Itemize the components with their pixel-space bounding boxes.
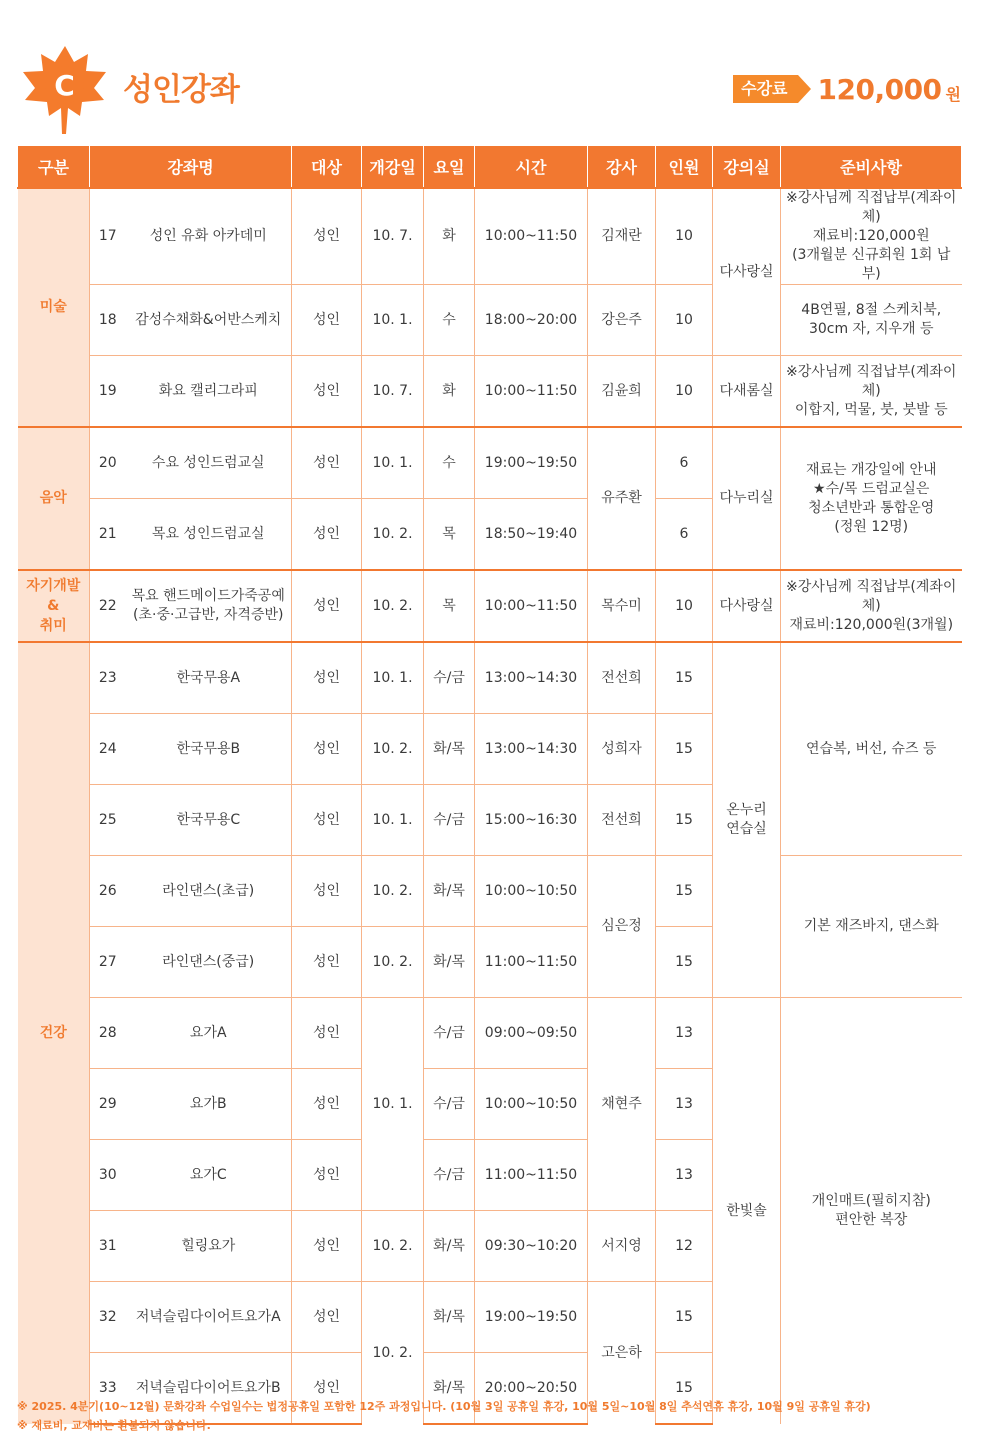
preparation-cell: 재료는 개강일에 안내 ★수/목 드럼교실은 청소년반과 통합운영 (정원 12명) [781,427,962,570]
room-cell: 다누리실 [713,427,781,570]
table-row [18,427,962,499]
course-time: 18:00~20:00 [475,285,588,356]
course-start: 10. 2. [362,1282,424,1425]
course-target: 성인 [292,642,362,714]
course-target: 성인 [292,499,362,571]
course-start: 10. 1. [362,285,424,356]
course-day: 화/목 [424,856,475,927]
course-time: 15:00~16:30 [475,785,588,856]
course-target: 성인 [292,1282,362,1353]
course-start: 10. 7. [362,188,424,285]
course-teacher: 서지영 [588,1211,656,1282]
course-capacity: 15 [656,714,713,785]
course-day: 화 [424,356,475,428]
course-target: 성인 [292,1211,362,1282]
room-cell: 다사랑실 [713,188,781,356]
col-header-room: 강의실 [713,146,781,188]
col-header-day: 요일 [424,146,475,188]
course-capacity: 15 [656,1282,713,1353]
course-time: 10:00~10:50 [475,856,588,927]
course-number: 23 [90,642,126,714]
course-day: 수/금 [424,998,475,1069]
course-day: 수 [424,427,475,499]
course-teacher: 채현주 [588,998,656,1211]
course-name: 수요 성인드럼교실 [126,427,292,499]
course-day: 화/목 [424,927,475,998]
preparation-cell: ※강사님께 직접납부(계좌이체) 재료비:120,000원 (3개월분 신규회원 1회 납부) [781,188,962,285]
course-teacher: 김윤희 [588,356,656,428]
course-time: 18:50~19:40 [475,499,588,571]
course-capacity: 13 [656,1140,713,1211]
course-target: 성인 [292,785,362,856]
col-header-teacher: 강사 [588,146,656,188]
course-time: 10:00~11:50 [475,356,588,428]
course-number: 19 [90,356,126,428]
course-schedule-table [17,146,962,1425]
room-cell: 온누리 연습실 [713,642,781,998]
course-target: 성인 [292,285,362,356]
tuition-fee [733,74,961,104]
table-header-row [18,146,962,188]
course-day: 화/목 [424,714,475,785]
course-capacity: 15 [656,856,713,927]
course-teacher: 김재란 [588,188,656,285]
maple-leaf-c-logo-icon [22,44,108,136]
course-name: 요가C [126,1140,292,1211]
course-time: 20:00~20:50 [475,1353,588,1425]
course-name: 성인 유화 아카데미 [126,188,292,285]
preparation-cell: 개인매트(필히지참) 편안한 복장 [781,998,962,1425]
course-day: 수/금 [424,1069,475,1140]
course-number: 32 [90,1282,126,1353]
course-start: 10. 1. [362,785,424,856]
col-header-start-date: 개강일 [362,146,424,188]
course-capacity: 15 [656,785,713,856]
course-start: 10. 2. [362,714,424,785]
course-day: 목 [424,499,475,571]
col-header-capacity: 인원 [656,146,713,188]
category-cell: 음악 [18,427,90,570]
course-name: 힐링요가 [126,1211,292,1282]
preparation-cell: 기본 재즈바지, 댄스화 [781,856,962,998]
course-time: 09:30~10:20 [475,1211,588,1282]
course-number: 24 [90,714,126,785]
course-time: 19:00~19:50 [475,1282,588,1353]
course-day: 화/목 [424,1353,475,1425]
table-row [18,188,962,285]
course-day: 화/목 [424,1211,475,1282]
table-row [18,642,962,714]
course-day: 화/목 [424,1282,475,1353]
course-number: 31 [90,1211,126,1282]
course-number: 28 [90,998,126,1069]
page-title: 성인강좌 [123,72,239,108]
course-number: 21 [90,499,126,571]
fee-amount: 120,000 [817,72,942,106]
course-day: 수 [424,285,475,356]
category-cell: 미술 [18,188,90,427]
course-teacher: 강은주 [588,285,656,356]
course-target: 성인 [292,1140,362,1211]
course-capacity: 15 [656,642,713,714]
course-target: 성인 [292,998,362,1069]
course-number: 17 [90,188,126,285]
course-time: 13:00~14:30 [475,642,588,714]
room-cell: 한빛솔 [713,998,781,1425]
course-name: 요가B [126,1069,292,1140]
course-time: 10:00~11:50 [475,188,588,285]
course-target: 성인 [292,1353,362,1425]
course-name: 화요 캘리그라피 [126,356,292,428]
course-day: 수/금 [424,1140,475,1211]
course-capacity: 10 [656,188,713,285]
course-number: 20 [90,427,126,499]
course-day: 수/금 [424,642,475,714]
course-number: 25 [90,785,126,856]
course-target: 성인 [292,356,362,428]
preparation-cell: 4B연필, 8절 스케치북, 30cm 자, 지우개 등 [781,285,962,356]
course-start: 10. 2. [362,927,424,998]
course-target: 성인 [292,927,362,998]
course-time: 13:00~14:30 [475,714,588,785]
course-capacity: 6 [656,427,713,499]
course-teacher: 심은정 [588,856,656,998]
course-capacity: 13 [656,998,713,1069]
course-capacity: 10 [656,356,713,428]
col-header-category: 구분 [18,146,90,188]
category-cell: 자기개발 & 취미 [18,570,90,642]
preparation-cell: ※강사님께 직접납부(계좌이체) 재료비:120,000원(3개월) [781,570,962,642]
fee-unit: 원 [945,84,961,104]
table-row [18,356,962,428]
course-teacher: 유주환 [588,427,656,570]
course-time: 10:00~11:50 [475,570,588,642]
course-start: 10. 1. [362,427,424,499]
room-cell: 다사랑실 [713,570,781,642]
course-name: 목요 성인드럼교실 [126,499,292,571]
course-name: 저녁슬림다이어트요가B [126,1353,292,1425]
course-name: 한국무용B [126,714,292,785]
table-row [18,570,962,642]
course-start: 10. 2. [362,570,424,642]
course-start: 10. 7. [362,356,424,428]
course-name: 라인댄스(중급) [126,927,292,998]
course-number: 22 [90,570,126,642]
footnote: ※ 2025. 4분기(10~12월) 문화강좌 수업일수는 법정공휴일 포함한 12주 과정입니다. (10월 3일 공휴일 휴강, 10월 5일~10월 8일 추석연휴 휴강, 10월 9일 공휴일 휴강) [17,1400,871,1413]
course-time: 11:00~11:50 [475,927,588,998]
course-start: 10. 1. [362,642,424,714]
course-target: 성인 [292,427,362,499]
course-target: 성인 [292,188,362,285]
col-header-target: 대상 [292,146,362,188]
course-name: 한국무용C [126,785,292,856]
course-capacity: 10 [656,570,713,642]
course-time: 09:00~09:50 [475,998,588,1069]
course-number: 26 [90,856,126,927]
course-capacity: 13 [656,1069,713,1140]
course-target: 성인 [292,1069,362,1140]
preparation-cell: ※강사님께 직접납부(계좌이체) 이합지, 먹물, 붓, 붓발 등 [781,356,962,428]
footnote: ※ 재료비, 교재비는 환불되지 않습니다. [17,1419,211,1432]
course-capacity: 12 [656,1211,713,1282]
course-teacher: 성희자 [588,714,656,785]
course-number: 18 [90,285,126,356]
course-target: 성인 [292,570,362,642]
course-time: 10:00~10:50 [475,1069,588,1140]
course-number: 27 [90,927,126,998]
course-teacher: 전선희 [588,642,656,714]
course-teacher: 목수미 [588,570,656,642]
page-header [0,0,997,140]
course-name: 목요 핸드메이드가죽공예 (초·중·고급반, 자격증반) [126,570,292,642]
course-capacity: 15 [656,1353,713,1425]
course-target: 성인 [292,856,362,927]
col-header-time: 시간 [475,146,588,188]
course-capacity: 6 [656,499,713,571]
room-cell: 다새롬실 [713,356,781,428]
course-start: 10. 2. [362,856,424,927]
footnotes [17,1397,977,1435]
course-name: 감성수채화&어반스케치 [126,285,292,356]
fee-label: 수강료 [733,75,797,103]
course-number: 30 [90,1140,126,1211]
col-header-course: 강좌명 [90,146,292,188]
course-number: 33 [90,1353,126,1425]
course-target: 성인 [292,714,362,785]
course-number: 29 [90,1069,126,1140]
course-teacher: 고은하 [588,1282,656,1425]
course-teacher: 전선희 [588,785,656,856]
course-time: 19:00~19:50 [475,427,588,499]
logo-letter: C [54,69,75,102]
course-day: 수/금 [424,785,475,856]
course-name: 한국무용A [126,642,292,714]
course-name: 저녁슬림다이어트요가A [126,1282,292,1353]
course-start: 10. 2. [362,499,424,571]
col-header-preparation: 준비사항 [781,146,962,188]
course-capacity: 10 [656,285,713,356]
course-day: 목 [424,570,475,642]
table-row [18,856,962,927]
course-capacity: 15 [656,927,713,998]
course-time: 11:00~11:50 [475,1140,588,1211]
preparation-cell: 연습복, 버선, 슈즈 등 [781,642,962,856]
category-cell: 건강 [18,642,90,1424]
course-name: 요가A [126,998,292,1069]
table-row [18,998,962,1069]
course-name: 라인댄스(초급) [126,856,292,927]
table-row [18,285,962,356]
course-start: 10. 1. [362,998,424,1211]
course-start: 10. 2. [362,1211,424,1282]
course-day: 화 [424,188,475,285]
